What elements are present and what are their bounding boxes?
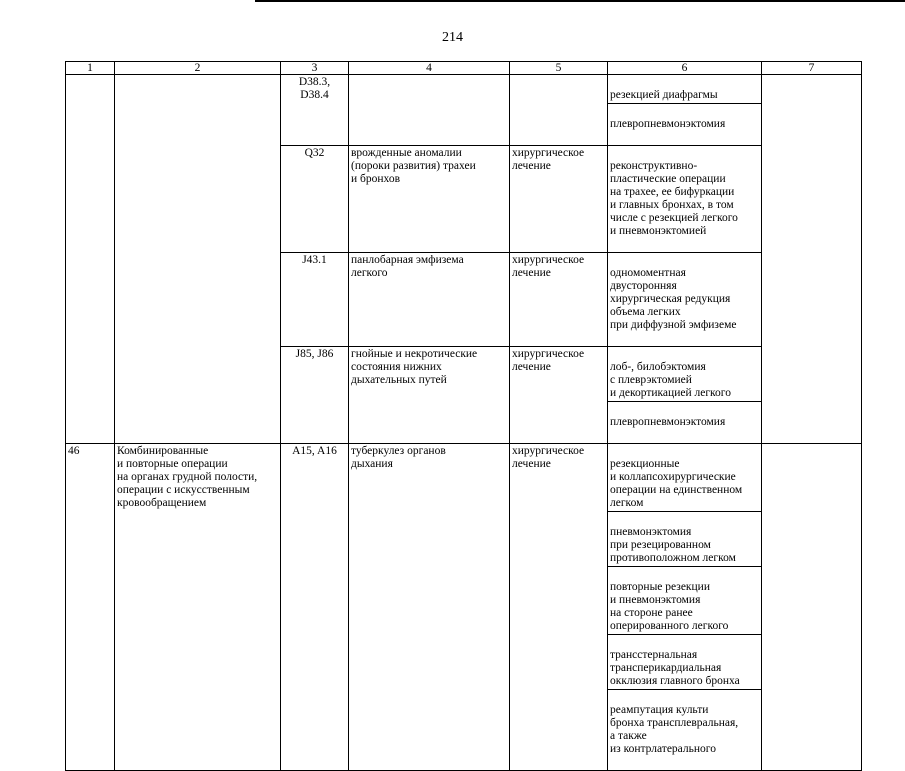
- icd-code-cell: A15, A16: [281, 444, 349, 771]
- header-cell-4: 4: [349, 62, 510, 75]
- method-item: одномоментная двусторонняя хирургическая редукция объема легких при диффузной эмфиземе: [610, 267, 737, 331]
- methods-cell: [608, 75, 762, 146]
- row-number-cell: [66, 75, 115, 444]
- icd-code-cell: J85, J86: [281, 347, 349, 444]
- column-7-cell: [762, 444, 862, 771]
- methods-cell: [608, 444, 762, 771]
- diagnosis-cell: [349, 75, 510, 146]
- page-number: 214: [442, 30, 463, 45]
- method-item: пневмонэктомия при резецированном противоположном легком: [608, 525, 761, 567]
- diagnosis-cell: панлобарная эмфизема легкого: [349, 253, 510, 347]
- treatment-cell: хирургическое лечение: [510, 146, 608, 253]
- diagnosis-cell: врожденные аномалии (пороки развития) трахеи и бронхов: [349, 146, 510, 253]
- methods-cell: [608, 347, 762, 444]
- header-row: [66, 62, 862, 75]
- icd-code-cell: D38.3, D38.4: [281, 75, 349, 146]
- methods-cell: [608, 253, 762, 347]
- top-rule: [255, 0, 905, 2]
- icd-code-cell: J43.1: [281, 253, 349, 347]
- medical-care-table: [65, 61, 862, 771]
- column-7-cell: [762, 75, 862, 444]
- header-cell-3: 3: [281, 62, 349, 75]
- header-cell-6: 6: [608, 62, 762, 75]
- header-cell-2: 2: [115, 62, 281, 75]
- method-item: повторные резекции и пневмонэктомия на стороне ранее оперированного легкого: [608, 580, 761, 635]
- method-item: реконструктивно- пластические операции на трахее, ее бифуркации и главных бронхах, в том числе с резекцией легкого и пневмонэктомией: [610, 160, 738, 237]
- treatment-cell: [510, 75, 608, 146]
- table-row: [66, 75, 862, 146]
- header-cell-5: 5: [510, 62, 608, 75]
- method-item: плевропневмонэктомия: [610, 118, 726, 130]
- method-item: плевропневмонэктомия: [610, 416, 726, 428]
- header-cell-1: 1: [66, 62, 115, 75]
- table-row: [66, 444, 862, 771]
- method-item: лоб-, билобэктомия с плеврэктомией и декортикацией легкого: [608, 360, 761, 402]
- diagnosis-cell: гнойные и некротические состояния нижних дыхательных путей: [349, 347, 510, 444]
- icd-code-cell: Q32: [281, 146, 349, 253]
- treatment-cell: хирургическое лечение: [510, 444, 608, 771]
- document-table-container: [65, 61, 861, 771]
- treatment-cell: хирургическое лечение: [510, 347, 608, 444]
- row-number-cell: 46: [66, 444, 115, 771]
- treatment-cell: хирургическое лечение: [510, 253, 608, 347]
- diagnosis-cell: туберкулез органов дыхания: [349, 444, 510, 771]
- method-item: реампутация культи бронха трансплевральная, а также из контрлатерального: [610, 704, 739, 755]
- care-type-cell: Комбинированные и повторные операции на органах грудной полости, операции с искусственным кровообращением: [115, 444, 281, 771]
- care-type-cell: [115, 75, 281, 444]
- methods-cell: [608, 146, 762, 253]
- method-item: резекцией диафрагмы: [608, 88, 761, 104]
- header-cell-7: 7: [762, 62, 862, 75]
- method-item: резекционные и коллапсохирургические операции на единственном легком: [608, 457, 761, 512]
- method-item: трансстернальная трансперикардиальная окклюзия главного бронха: [608, 648, 761, 690]
